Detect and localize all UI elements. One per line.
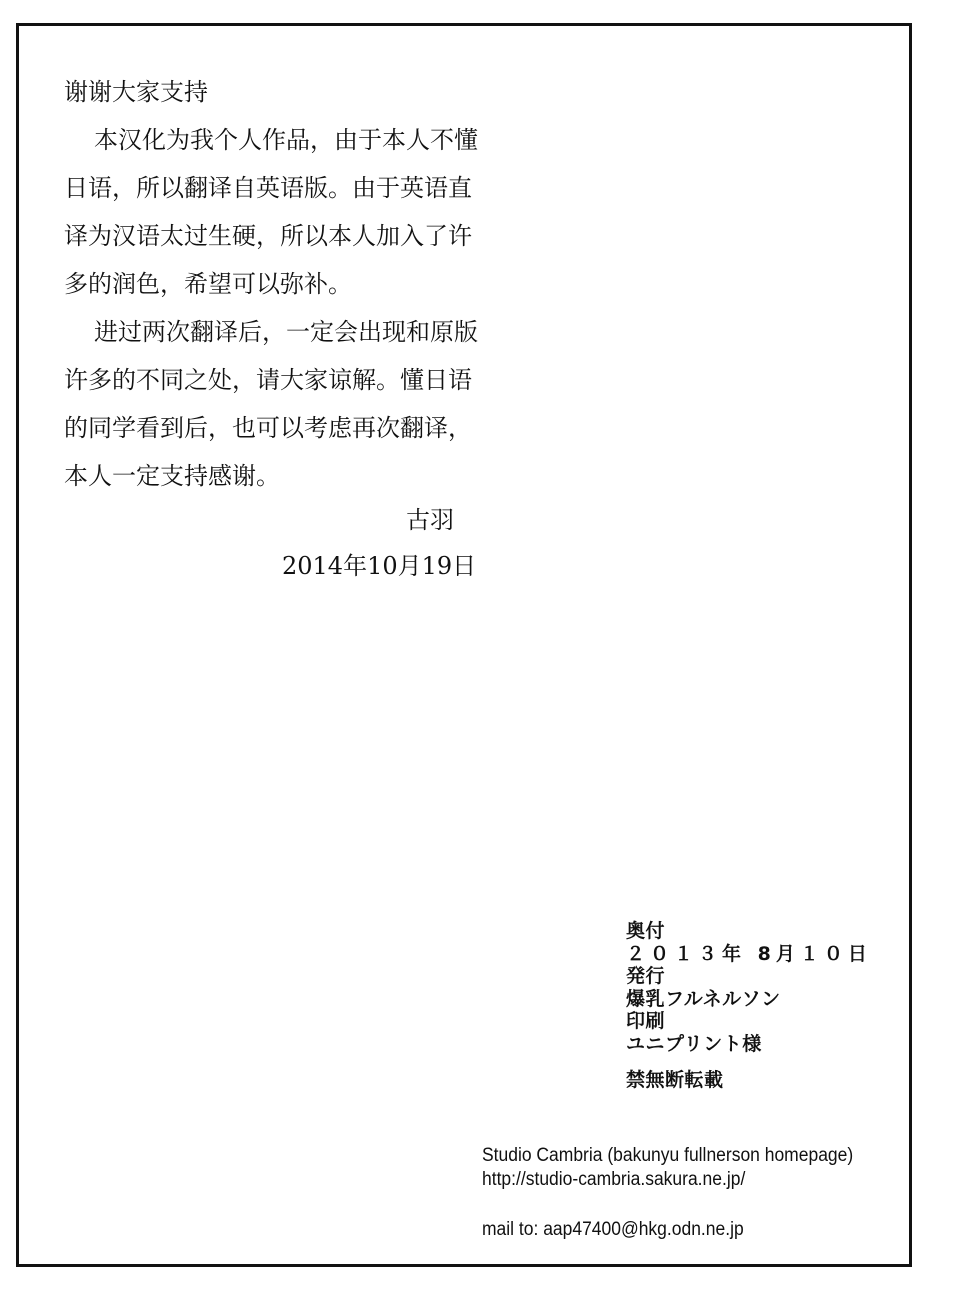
colophon-printer: ユニプリント様 bbox=[626, 1032, 762, 1055]
note-title: 谢谢大家支持 bbox=[64, 78, 208, 106]
colophon-heading: 奥付 bbox=[626, 920, 666, 942]
note-paragraph-1-line-3: 译为汉语太过生硬，所以本人加入了许 bbox=[64, 222, 472, 250]
colophon bbox=[626, 920, 886, 1092]
note-paragraph-2-line-4: 本人一定支持感谢。 bbox=[64, 462, 280, 490]
colophon-publisher: 爆乳フルネルソン bbox=[626, 987, 781, 1010]
note-paragraph-1-line-2: 日语，所以翻译自英语版。由于英语直 bbox=[64, 174, 472, 202]
colophon-print-label: 印刷 bbox=[626, 1010, 666, 1032]
studio-name: Studio Cambria (bakunyu fullnerson homepage) bbox=[482, 1145, 854, 1166]
studio-credits bbox=[482, 1144, 853, 1242]
studio-url: http://studio-cambria.sakura.ne.jp/ bbox=[482, 1169, 746, 1190]
note-paragraph-2-line-3: 的同学看到后，也可以考虑再次翻译， bbox=[64, 414, 472, 442]
colophon-publish-label: 発行 bbox=[626, 965, 666, 987]
translator-note bbox=[64, 68, 544, 500]
note-paragraph-1-line-1: 本汉化为我个人作品，由于本人不懂 bbox=[94, 126, 478, 154]
translation-date: 2014年10月19日 bbox=[282, 552, 477, 580]
translator-signature: 古羽 bbox=[406, 506, 454, 534]
note-paragraph-2-line-2: 许多的不同之处，请大家谅解。懂日语 bbox=[64, 366, 472, 394]
studio-mail: mail to: aap47400@hkg.odn.ne.jp bbox=[482, 1219, 744, 1240]
note-paragraph-1-line-4: 多的润色，希望可以弥补。 bbox=[64, 270, 352, 298]
colophon-date: ２０１３年 8月１０日 bbox=[626, 942, 872, 965]
colophon-notice: 禁無断転載 bbox=[626, 1069, 724, 1091]
note-paragraph-2-line-1: 进过两次翻译后，一定会出现和原版 bbox=[94, 318, 478, 346]
